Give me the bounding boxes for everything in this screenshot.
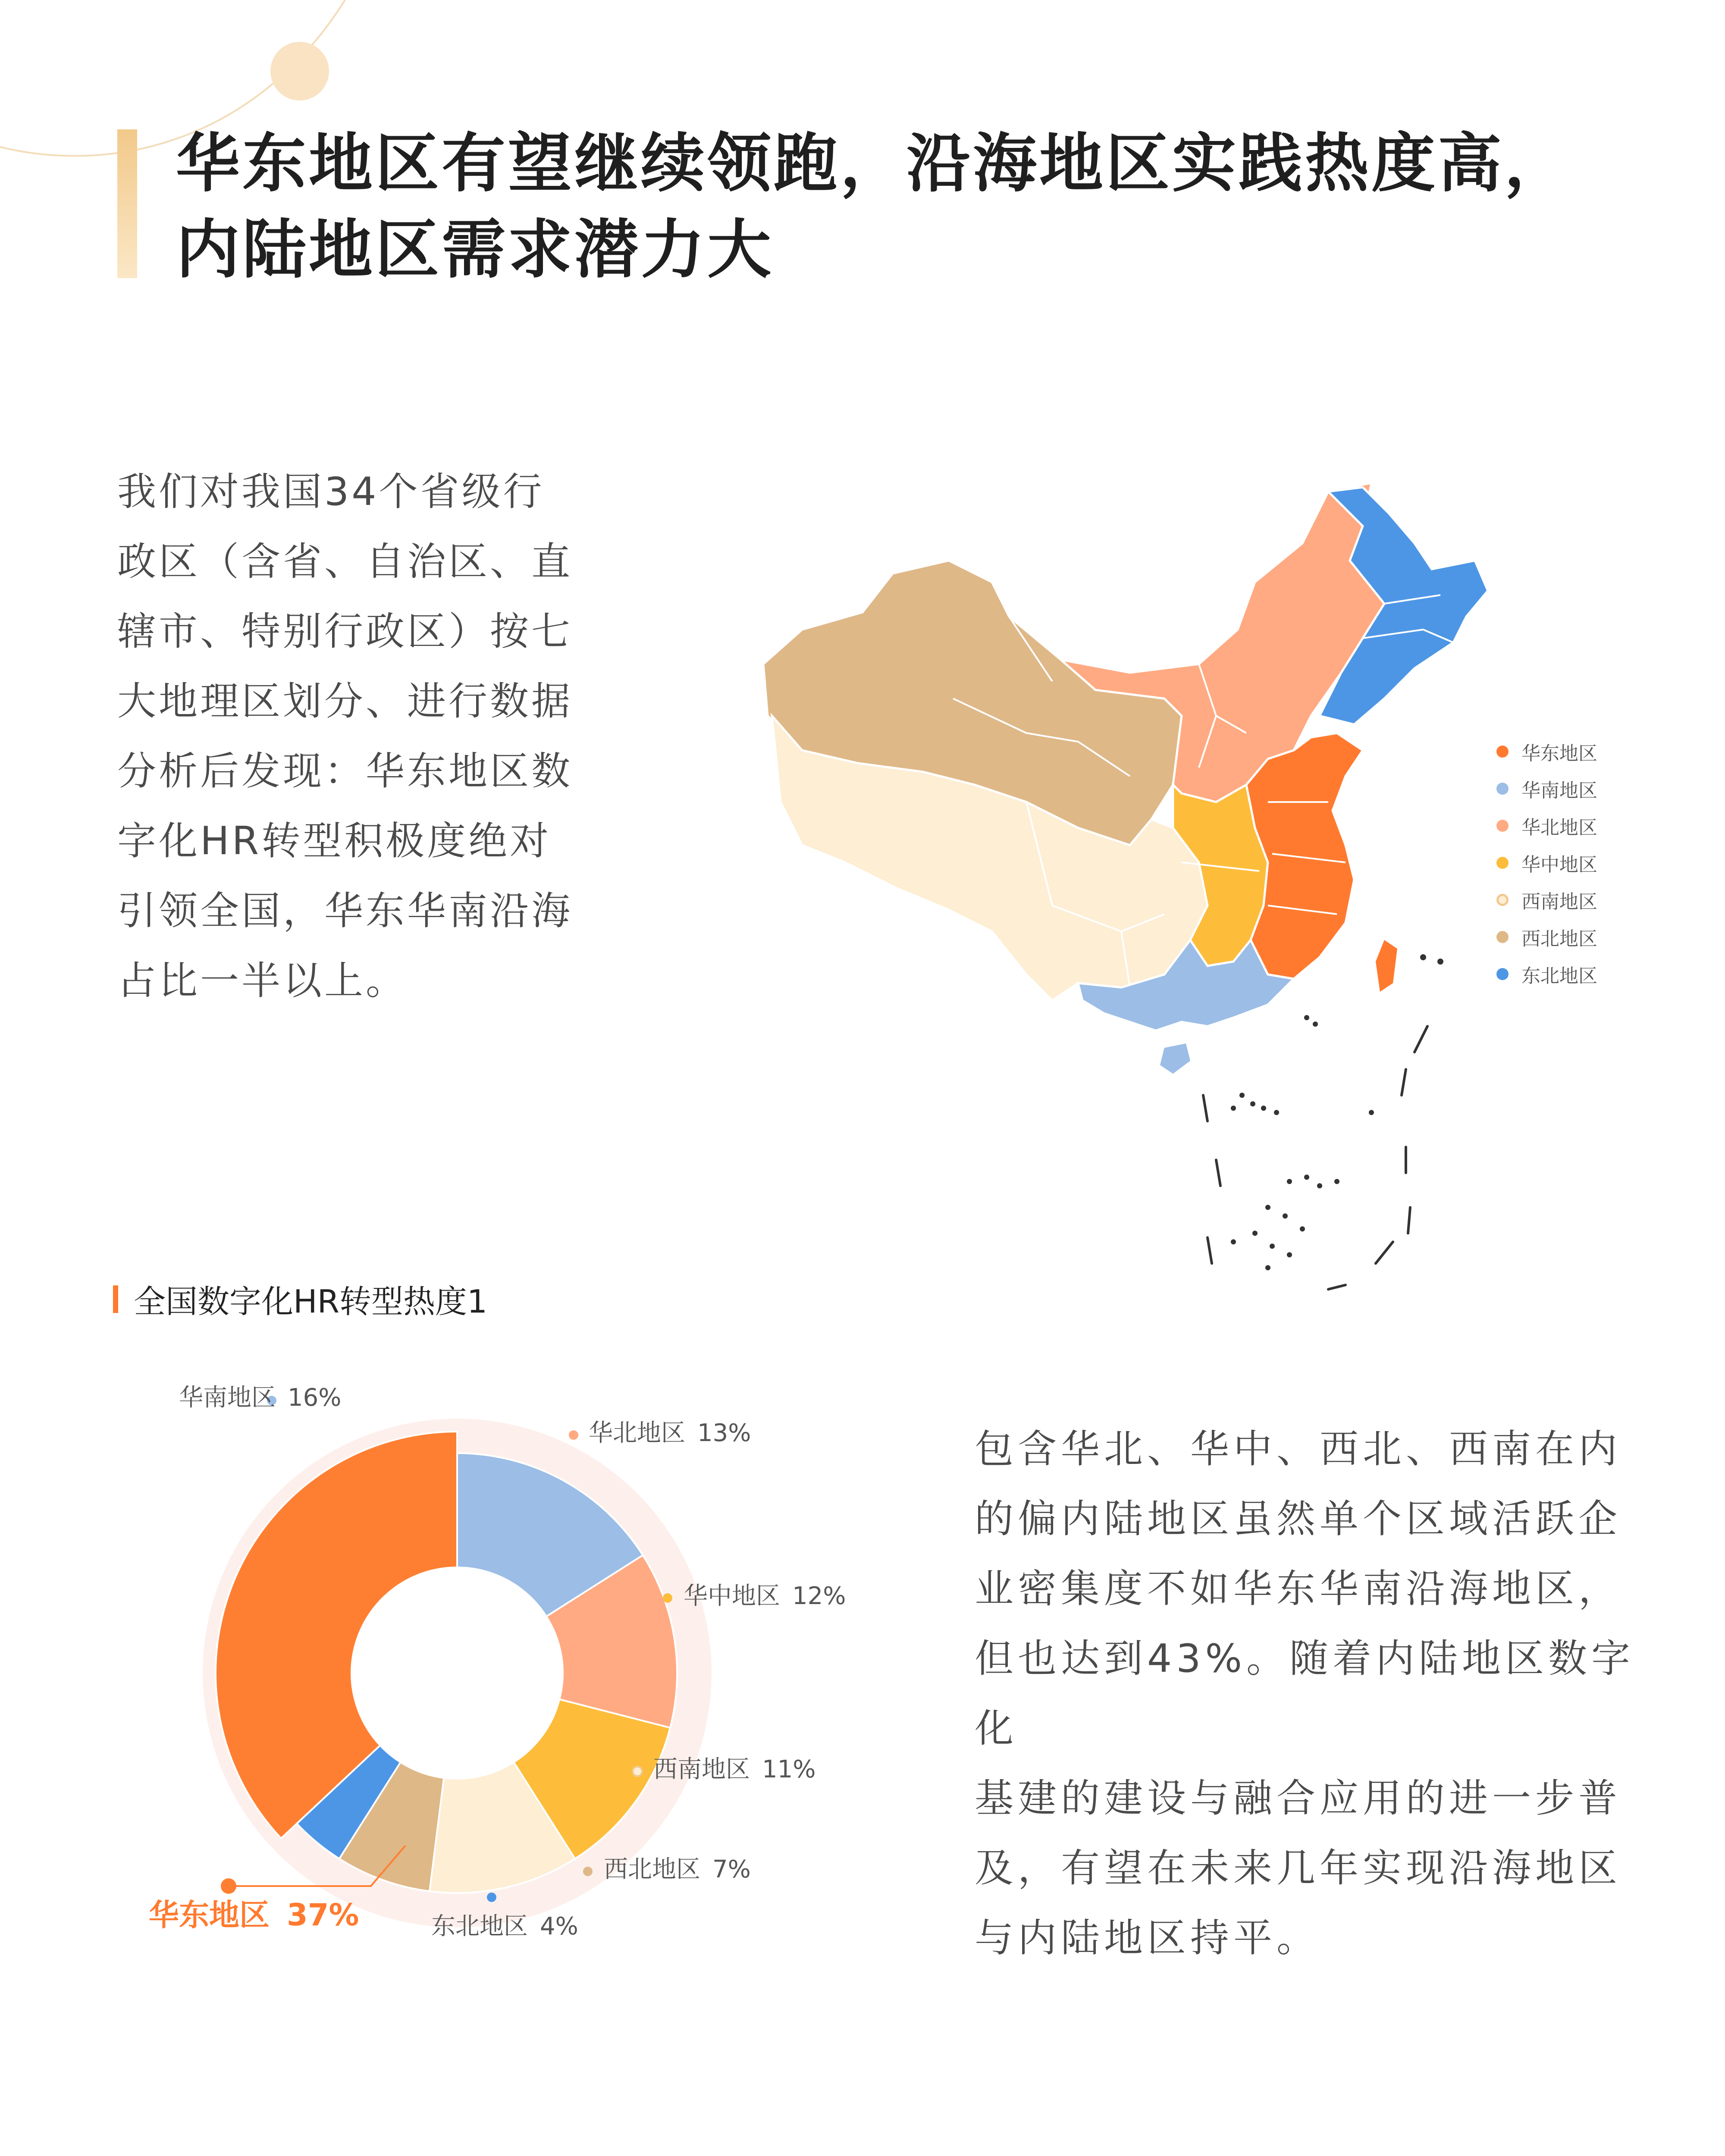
legend-label: 西北地区 — [1521, 928, 1597, 950]
label-dot-icon — [583, 1867, 593, 1876]
label-dot-icon — [663, 1593, 672, 1603]
chart-title-text: 全国数字化HR转型热度1 — [134, 1283, 488, 1320]
donut-chart — [129, 1363, 949, 1966]
slice-label-name: 西北地区 — [604, 1855, 700, 1883]
body-line: 与内陆地区持平。 — [975, 1915, 1320, 1961]
slice-label — [149, 1897, 359, 1933]
slice-label — [431, 1912, 578, 1940]
map-legend — [1496, 733, 1597, 993]
legend-dot-icon — [1496, 820, 1509, 832]
legend-label: 西南地区 — [1521, 891, 1597, 913]
legend-dot-icon — [1496, 857, 1509, 869]
slice-label-value: 7% — [712, 1855, 751, 1883]
south-sea-boundary — [1203, 1026, 1427, 1289]
slice-label-value: 37% — [287, 1897, 359, 1933]
body-line: 基建的建设与融合应用的进一步普 — [975, 1776, 1622, 1821]
intro-line: 分析后发现：华东地区数 — [117, 749, 573, 794]
chart-title — [113, 1276, 487, 1322]
slice-label-name: 华东地区 — [149, 1897, 270, 1933]
page-title-line2: 内陆地区需求潜力大 — [176, 213, 774, 287]
slice-label — [604, 1855, 751, 1883]
chart-title-accent-bar — [113, 1285, 118, 1313]
slice-label-name: 华南地区 — [179, 1384, 276, 1412]
intro-line: 政区（含省、自治区、直 — [117, 539, 573, 584]
legend-dot-icon — [1496, 783, 1509, 795]
donut-hole — [351, 1567, 563, 1779]
legend-dot-icon — [1496, 968, 1509, 980]
body-line: 及，有望在未来几年实现沿海地区 — [975, 1846, 1622, 1891]
slice-label-name: 华北地区 — [589, 1419, 685, 1447]
body-line: 但也达到43%。随着内陆地区数字化 — [975, 1636, 1635, 1751]
slice-label-name: 东北地区 — [431, 1912, 528, 1940]
slice-label-value: 13% — [697, 1419, 751, 1447]
title-accent-bar — [117, 129, 137, 278]
legend-label: 华北地区 — [1521, 817, 1597, 839]
legend-label: 华南地区 — [1521, 780, 1597, 802]
slice-label-value: 16% — [288, 1384, 342, 1412]
page-title-line1: 华东地区有望继续领跑，沿海地区实践热度高， — [176, 126, 1571, 201]
slice-label-value: 4% — [540, 1912, 578, 1940]
map-taiwan — [1376, 940, 1397, 992]
slice-label — [179, 1384, 341, 1412]
intro-line: 引领全国，华东华南沿海 — [117, 888, 573, 934]
slice-label-name: 西南地区 — [653, 1755, 750, 1783]
legend-label: 华中地区 — [1521, 854, 1597, 876]
map-hainan — [1160, 1044, 1190, 1074]
legend-item — [1496, 918, 1597, 956]
label-dot-icon — [487, 1893, 496, 1902]
intro-line: 大地理区划分、进行数据 — [117, 679, 573, 724]
body-paragraph — [975, 1414, 1639, 1973]
legend-label: 华东地区 — [1521, 743, 1597, 765]
slice-label-name: 华中地区 — [684, 1582, 780, 1610]
intro-paragraph — [117, 457, 587, 1016]
decoration-circle-icon — [270, 42, 329, 100]
label-dot-icon — [633, 1767, 642, 1776]
intro-line: 占比一半以上。 — [117, 958, 407, 1003]
legend-item — [1496, 844, 1597, 881]
slice-label — [589, 1419, 751, 1447]
legend-item — [1496, 881, 1597, 918]
legend-dot-icon — [1496, 931, 1509, 943]
intro-line: 我们对我国34个省级行 — [117, 469, 545, 514]
body-line: 业密集度不如华东华南沿海地区， — [975, 1566, 1622, 1611]
legend-item — [1496, 807, 1597, 844]
slice-label-value: 11% — [762, 1755, 816, 1783]
intro-line: 辖市、特别行政区）按七 — [117, 609, 573, 654]
body-line: 包含华北、华中、西北、西南在内 — [975, 1426, 1622, 1472]
legend-item — [1496, 770, 1597, 807]
slice-label — [653, 1755, 815, 1783]
legend-dot-icon — [1496, 746, 1509, 758]
legend-item — [1496, 733, 1597, 770]
slice-label — [684, 1582, 846, 1610]
legend-dot-icon — [1496, 894, 1509, 906]
label-dot-icon — [569, 1430, 578, 1440]
slice-label-value: 12% — [792, 1582, 846, 1610]
intro-line: 字化HR转型积极度绝对 — [117, 818, 552, 864]
legend-label: 东北地区 — [1521, 965, 1597, 987]
legend-item — [1496, 956, 1597, 993]
china-region-map — [750, 474, 1492, 1328]
body-line: 的偏内陆地区虽然单个区域活跃企 — [975, 1496, 1622, 1542]
